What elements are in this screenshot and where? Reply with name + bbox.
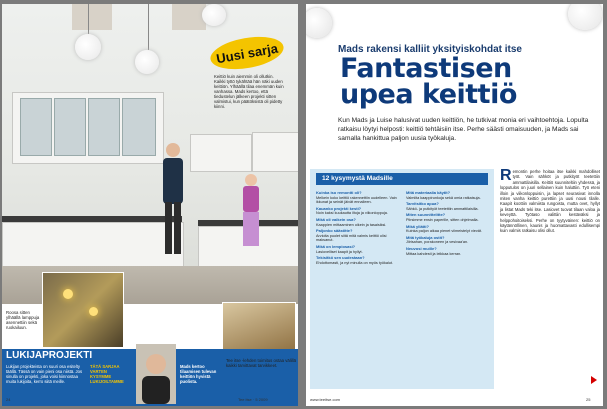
pendant-lamp — [75, 34, 101, 60]
wall-cabinet — [252, 132, 298, 172]
lead-paragraph: Kun Mads ja Luise halusivat uuden keittiön, he tutkivat monia eri vaihtoehtoja. Lopulta ratkaisu löytyi helposti: keittiö tehtäisiin itse. Perhe säästi omaisuuden, ja Mads sai samalla hankittua paljon uusia työkaluja. — [338, 117, 589, 142]
base-cabinet — [2, 222, 184, 268]
answer: Kaappien mittaaminen oikein ja tasaisiksi. — [316, 222, 387, 227]
lamp-inset-photo — [42, 272, 124, 348]
reader-project-mid: Mads kertoo tilaamisen tulevan keittiön hyvistä puolista. — [180, 364, 217, 384]
right-page — [306, 4, 603, 406]
question: Miten suunnittelitte? — [406, 212, 446, 218]
kitchen-photo — [2, 4, 298, 304]
headline-line2: upea keittiö — [340, 79, 517, 110]
answer: Arviolta puolet siitä mitä valmis keittiö olisi maksanut. — [316, 233, 387, 243]
glass-door — [20, 98, 52, 156]
spotlight-icon — [89, 307, 98, 316]
answer: Jiirisahan, porakoneen ja vesivaa'an. — [406, 240, 469, 245]
body-text: emontin perhe hoitaa itse kaikki mahdolliset työt. Vain sähköt ja putkityöt teetettiin ammattilaisilla. Keittiö suunniteltiin yhdessä, ja lopputulos on juuri sellainen kuin haluttiin. Työ eteni illoin ja viikonloppuisin, ja lapset seurasivat innolla miten vanha keittiö purettiin ja uusi nousi tilalle. Kaapit koottiin valmiista rungoista, mutta ovet, hyllyt ja listat Mads teki itse. Lasiovet tuovat tilaan valoa ja keveyttä. Työtaso valittiin kestäväksi ja helppohoitoiseksi. Perhe on tyytyväinen: keittiö on käytännöllinen, kaunis ja huomattavasti edullisempi kuin valmis ratkaisu olisi ollut. — [500, 169, 600, 234]
man-figure — [158, 140, 188, 260]
lamp-caption: Roosa sitten ylhäällä lamppuja asennettiin sekä ruokailuun. — [6, 310, 40, 330]
question: Tekisitkö sen uudestaan? — [316, 255, 365, 261]
answer: Noin kaksi kuukautta iltoja ja viikonloppuja. — [316, 211, 388, 216]
answer: Ehdottomasti, ja nyt minulla on myös työkalut. — [316, 260, 394, 265]
left-page-number: 24 — [6, 397, 11, 402]
question: Tarvitsitko apua? — [406, 201, 439, 207]
tools-inset-photo — [222, 302, 296, 356]
ceiling-beam — [172, 4, 206, 30]
answer: Mittaa kahdesti ja leikkaa kerran. — [406, 251, 462, 256]
portrait-photo — [136, 344, 176, 404]
left-folio: Tee itse · 5 2009 — [238, 397, 268, 402]
new-series-badge — [208, 32, 286, 74]
answer: Lasiovelliset kaapit ja hyllyt. — [316, 249, 363, 254]
headline — [340, 53, 517, 110]
questions-box — [310, 169, 494, 389]
right-folio: www.teeitse.com — [310, 397, 341, 402]
wall-cabinet — [190, 134, 252, 172]
question: Mikä oli vaikein osa? — [316, 216, 356, 222]
question: Kuinka iso remontti oli? — [316, 190, 362, 195]
reader-project-title: LUKIJAPROJEKTI — [6, 350, 93, 361]
question: Neuvosi muille? — [406, 245, 437, 251]
pendant-lamp — [306, 8, 332, 38]
question: Mitä työkaluja ostit? — [406, 234, 445, 240]
answer: Piirsimme ensin paperille, sitten ohjelmalla. — [406, 217, 479, 222]
answer: Kuinka paljon aikaa pienet viimeistelyt vievät. — [406, 229, 482, 234]
pendant-lamp — [202, 4, 226, 26]
question: Mikä on lempiosasi? — [316, 243, 356, 249]
left-page — [2, 4, 298, 406]
badge-label: Uusi sarja — [215, 40, 279, 66]
girl-figure — [238, 172, 264, 252]
continue-arrow-icon — [591, 376, 597, 384]
question: Paljonko säästitte? — [316, 228, 353, 234]
glass-door — [122, 98, 156, 156]
question: Mitä materiaalia käytit? — [406, 190, 451, 195]
question: Kauanko projekti kesti? — [316, 205, 362, 211]
answer: Melkein koko keittiö rakennettiin uudelleen. Vain ikkunat ja seinät jäivät ennalleen. — [316, 195, 397, 205]
pendant-lamp — [135, 50, 159, 74]
questions-title: 12 kysymystä Madsille — [316, 173, 488, 185]
glass-door — [88, 98, 120, 156]
body-column — [500, 169, 600, 234]
answer: Valmiita kaappirunkoja sekä omia ratkaisuja. — [406, 195, 481, 200]
right-page-number: 25 — [586, 397, 591, 402]
ceiling-beam — [72, 4, 112, 30]
reader-project-tag: TÄTÄ SARJAA VARTEN KYSYMME LUKIJOILTAMME — [90, 364, 124, 384]
glass-door — [54, 98, 86, 156]
tools-caption: Tee itse -lehden toimitus ostaa välillä kaikki tarvittavat tarvikkeet. — [226, 358, 296, 368]
questions-left-column — [316, 189, 402, 265]
answer: Sähkö- ja putkityöt teetettiin ammattilaisilla. — [406, 206, 479, 211]
headline-line1: Fantastisen — [340, 53, 512, 84]
reader-project-intro: Lukijan projekteista on suuri osa esitelty täällä. Tässä on vain pieni osa niistä. Jos sinulla on projekti, joka voisi kiinnostaa muita lukijoita, kerro siitä meille. — [6, 364, 83, 384]
spotlight-icon — [63, 289, 73, 299]
badge-caption: Keittiö kuin aiemmin oli ollutkin. Kaikki tyttö tykähtää hän näki uuden keittiön. Ylhäällä tilaa enemmän kuin vanhassa. Mads kertoo, että tiedustelun jälkeen projekti sitten valmistui, kun päätöksistä oli pidetty kiinni. — [214, 74, 284, 109]
kicker: Mads rakensi kalliit yksityiskohdat itse — [338, 44, 522, 55]
question: Mikä yllätti? — [406, 223, 429, 229]
questions-right-column — [406, 189, 492, 256]
pendant-lamp — [568, 4, 602, 30]
drop-cap: R — [500, 167, 512, 184]
